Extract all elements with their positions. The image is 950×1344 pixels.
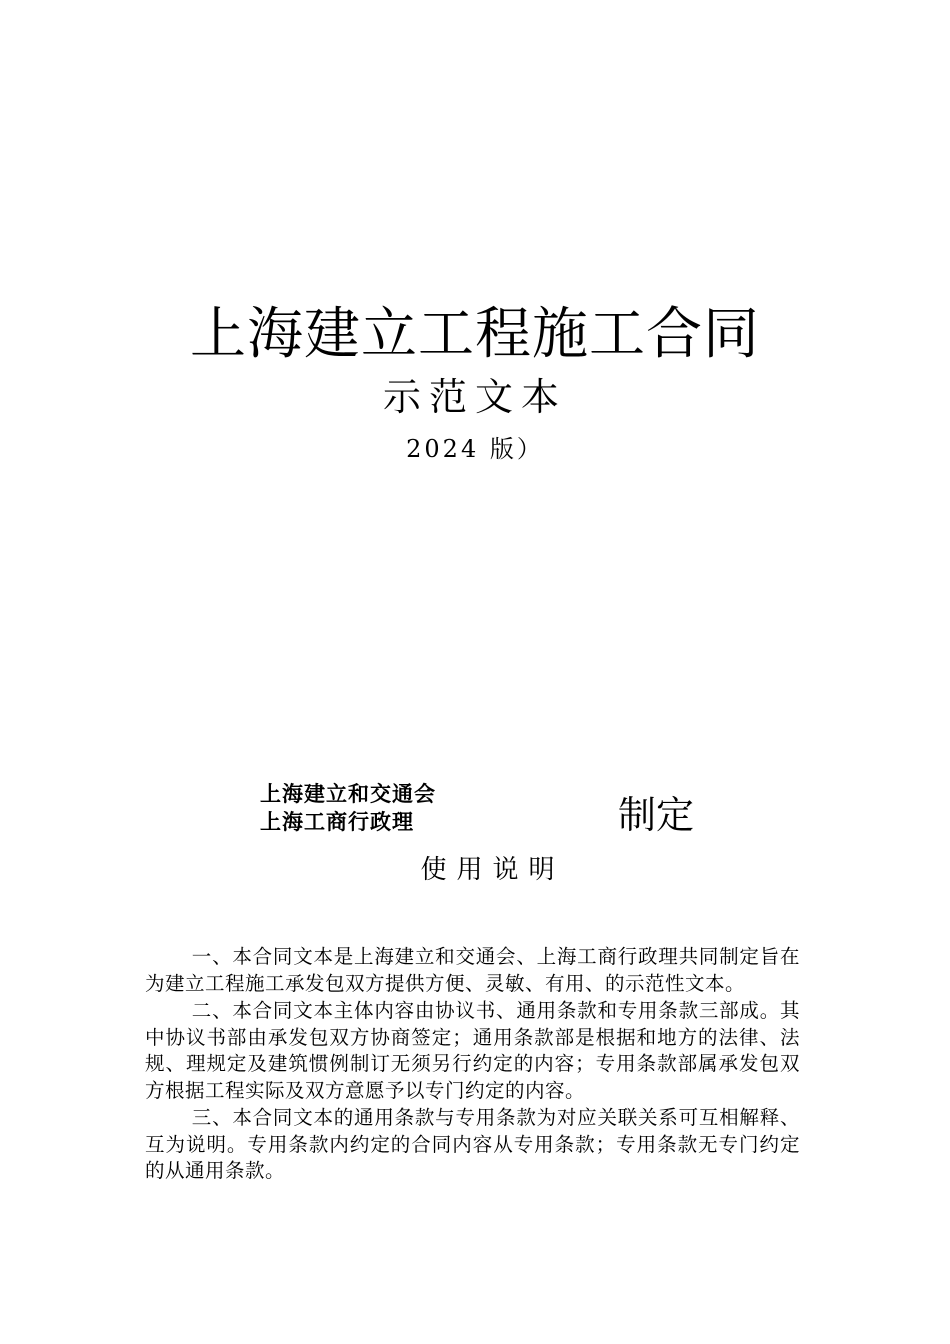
usage-note-paragraph: 二、本合同文本主体内容由协议书、通用条款和专用条款三部成。其中协议书部由承发包双方协商签定；通用条款部是根据和地方的法律、法规、理规定及建筑惯例制订无须另行约定的内容；专用条款部属承发包双方根据工程实际及双方意愿予以专门约定的内容。 <box>145 999 800 1102</box>
document-subtitle: 示范文本 <box>382 375 567 419</box>
issued-label: 制定 <box>618 793 695 837</box>
edition-label: 2024 版） <box>406 435 544 463</box>
issuer-name: 上海建立和交通会 <box>260 781 436 806</box>
issuer-block <box>260 780 590 836</box>
usage-notes <box>145 944 800 1186</box>
usage-note-paragraph: 一、本合同文本是上海建立和交通会、上海工商行政理共同制定旨在为建立工程施工承发包双方提供方便、灵敏、有用、的示范性文本。 <box>145 945 800 995</box>
document-title: 上海建立工程施工合同 <box>190 302 760 367</box>
usage-note-paragraph: 三、本合同文本的通用条款与专用条款为对应关联关系可互相解释、互为说明。专用条款内约定的合同内容从专用条款；专用条款无专门约定的从通用条款。 <box>145 1106 800 1182</box>
usage-heading: 使用说明 <box>420 855 565 885</box>
issuer-name: 上海工商行政理 <box>260 809 414 834</box>
